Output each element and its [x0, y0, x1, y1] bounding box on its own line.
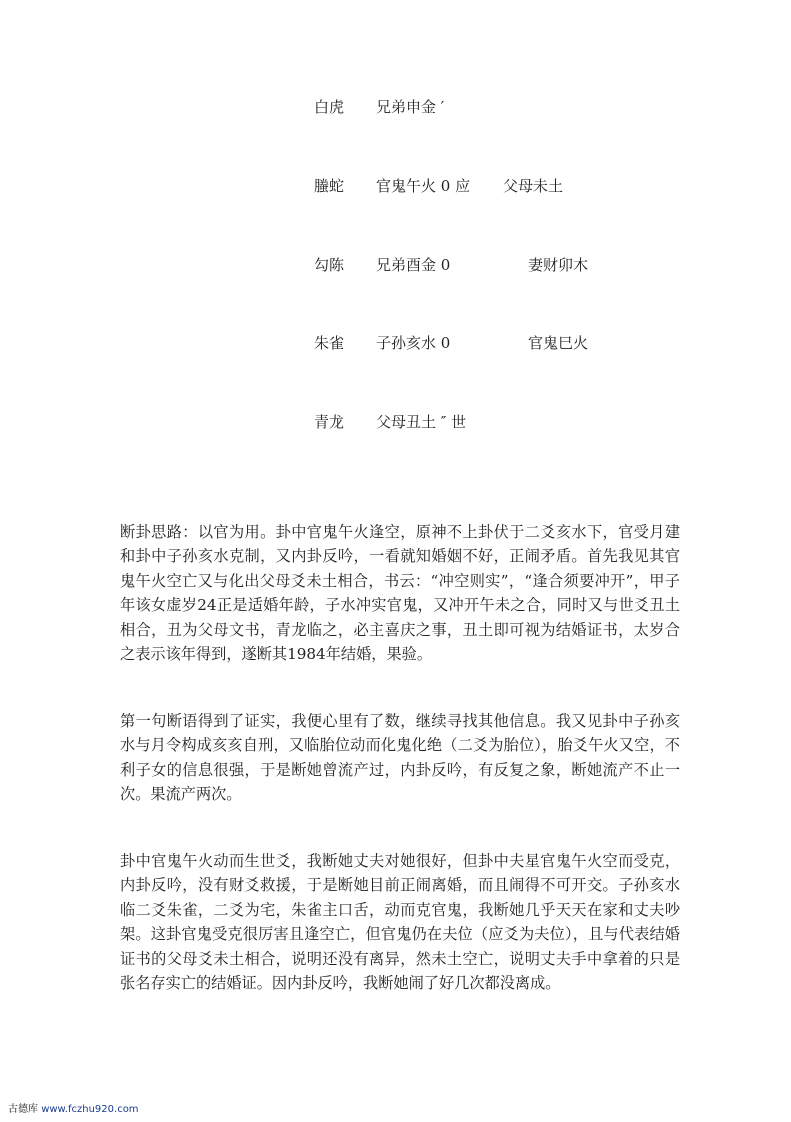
yao-label: 兄弟酉金 0	[376, 256, 451, 274]
analysis-paragraph-1: 断卦思路：以官为用。卦中官鬼午火逢空，原神不上卦伏于二爻亥水下，官受月建和卦中子孙亥水克制，又内卦反吟，一看就知婚姻不好，正闹矛盾。首先我见其官鬼午火空亡又与化出父母爻未土相合，书云：“冲空则实”，“逢合须要冲开”，甲子年该女虚岁24正是适婚年龄，子水冲实官鬼，又冲开午未之合，同时又与世爻丑土相合，丑为父母文书，青龙临之，必主喜庆之事，丑土即可视为结婚证书，太岁合之表示该年得到，遂断其1984年结婚，果验。	[120, 523, 680, 664]
footer-site-name: 古德库	[8, 1104, 38, 1115]
analysis-paragraph-3: 卦中官鬼午火动而生世爻，我断她丈夫对她很好，但卦中夫星官鬼午火空而受克，内卦反吟，没有财爻救援，于是断她目前正闹离婚，而且闹得不可开交。子孙亥水临二爻朱雀，二爻为宅，朱雀主口舌，动而克官鬼，我断她几乎天天在家和丈夫吵架。这卦官鬼受克很厉害且逢空亡，但官鬼仍在夫位（应爻为夫位），且与代表结婚证书的父母爻未土相合，说明还没有离异，然未土空亡，说明丈夫手中拿着的只是张名存实亡的结婚证。因内卦反吟，我断她闹了好几次都没离成。	[120, 852, 680, 993]
spirit-label: 青龙	[314, 413, 345, 431]
yao-label: 兄弟申金 ′	[376, 98, 445, 116]
hidden-yao-label: 官鬼巳火	[528, 334, 589, 352]
yao-label: 官鬼午火 0 应	[376, 177, 471, 195]
spirit-label: 勾陈	[314, 256, 345, 274]
hidden-yao-label: 父母未土	[503, 177, 564, 195]
spirit-label: 朱雀	[314, 334, 345, 352]
yao-label: 子孙亥水 0	[376, 334, 451, 352]
spirit-label: 白虎	[314, 98, 345, 116]
footer-watermark	[8, 1100, 139, 1115]
footer-url[interactable]: www.fczhu920.com	[41, 1104, 139, 1115]
spirit-label: 螣蛇	[314, 177, 345, 195]
hidden-yao-label: 妻财卯木	[528, 256, 589, 274]
analysis-paragraph-2: 第一句断语得到了证实，我便心里有了数，继续寻找其他信息。我又见卦中子孙亥水与月令构成亥亥自刑，又临胎位动而化鬼化绝（二爻为胎位），胎爻午火又空，不利子女的信息很强，于是断她曾流产过，内卦反吟，有反复之象，断她流产不止一次。果流产两次。	[120, 712, 680, 804]
yao-label: 父母丑土 ″ 世	[376, 413, 467, 431]
